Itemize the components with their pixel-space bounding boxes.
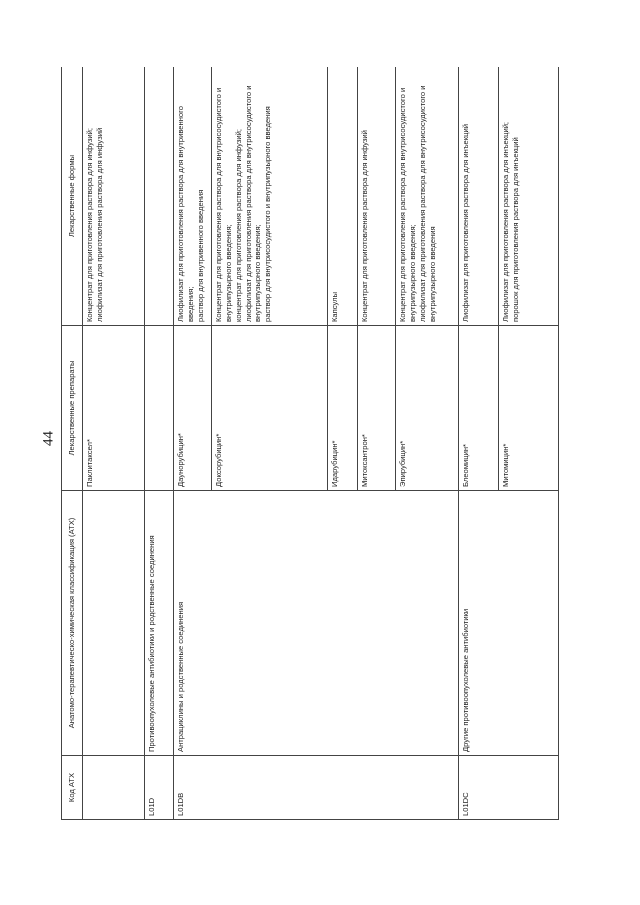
drug-cell: Блеомицин* xyxy=(459,326,499,491)
classification-cell: Противоопухолевые антибиотики и родственные соединения xyxy=(145,491,174,756)
form-line: раствор для внутрисосудистого и внутрипузырного введения xyxy=(263,106,273,322)
form-line: Капсулы xyxy=(330,291,339,322)
form-line: лиофилизат для приготовления раствора для внутрисосудистого и внутрипузырного введения; xyxy=(243,85,263,322)
drug-cell: Паклитаксел* xyxy=(83,326,145,491)
forms-cell xyxy=(212,67,328,326)
classification-cell: Антрациклины и родственные соединения xyxy=(174,491,459,756)
table-row xyxy=(83,67,145,820)
drug-cell: Даунорубицин* xyxy=(174,326,212,491)
forms-cell xyxy=(83,67,145,326)
forms-cell xyxy=(459,67,499,326)
code-cell: L01DB xyxy=(174,756,459,820)
forms-cell xyxy=(328,67,358,326)
forms-cell xyxy=(499,67,559,326)
classification-cell xyxy=(83,491,145,756)
code-cell: L01DC xyxy=(459,756,559,820)
drug-cell: Доксорубицин* xyxy=(212,326,328,491)
code-cell xyxy=(83,756,145,820)
header-drugs: Лекарственные препараты xyxy=(62,326,83,491)
form-line: Концентрат для приготовления раствора для внутрисосудистого и внутрипузырного введения; xyxy=(214,87,233,322)
header-forms: Лекарственные формы xyxy=(62,67,83,326)
drug-cell: Идарубицин* xyxy=(328,326,358,491)
form-line: концентрат для приготовления раствора для инфузий; xyxy=(233,129,243,322)
form-line: Лиофилизат для приготовления раствора для инъекций; xyxy=(501,121,510,322)
drug-cell: Митоксантрон* xyxy=(358,326,396,491)
forms-cell xyxy=(396,67,459,326)
drug-cell xyxy=(145,326,174,491)
table-header-row xyxy=(62,67,83,820)
form-line: Концентрат для приготовления раствора для инфузий xyxy=(360,130,369,322)
drug-cell: Эпирубицин* xyxy=(396,326,459,491)
classification-cell: Другие противоопухолевые антибиотики xyxy=(459,491,559,756)
form-line: Лиофилизат для приготовления раствора для внутривенного введения; xyxy=(176,106,195,322)
table-wrapper xyxy=(61,67,570,820)
forms-cell xyxy=(174,67,212,326)
table-row xyxy=(174,67,212,820)
form-line: порошок для приготовления раствора для инъекций xyxy=(510,137,520,322)
form-line: Концентрат для приготовления раствора для внутрисосудистого и внутрипузырного введения; xyxy=(398,87,417,322)
rotated-sheet xyxy=(61,67,570,820)
forms-cell xyxy=(145,67,174,326)
header-code: Код АТХ xyxy=(62,756,83,820)
table-row xyxy=(459,67,499,820)
forms-cell xyxy=(358,67,396,326)
form-line: раствор для внутривенного введения xyxy=(195,189,205,322)
code-cell: L01D xyxy=(145,756,174,820)
atc-table xyxy=(61,67,559,820)
form-line: лиофилизат для приготовления раствора для инфузий xyxy=(94,127,104,322)
form-line: Концентрат для приготовления раствора для инфузий; xyxy=(85,128,94,322)
page-number: 44 xyxy=(40,431,57,446)
table-row xyxy=(145,67,174,820)
header-classification: Анатомо-терапевтическо-химическая классификация (АТХ) xyxy=(62,491,83,756)
form-line: лиофилизат для приготовления раствора для внутрисосудистого и внутрипузырного введения xyxy=(417,85,437,322)
form-line: Лиофилизат для приготовления раствора для инъекций xyxy=(461,124,470,322)
drug-cell: Митомицин* xyxy=(499,326,559,491)
